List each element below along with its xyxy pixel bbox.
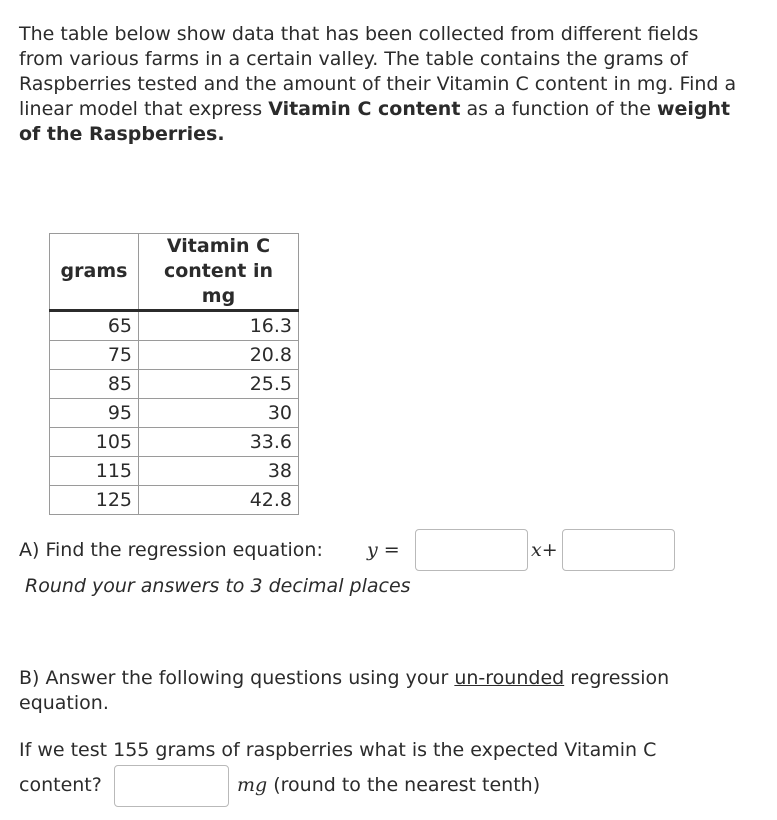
y-equals-label: y =	[367, 539, 400, 561]
rounding-note: Round your answers to 3 decimal places	[25, 575, 411, 597]
cell-vitamin: 38	[139, 457, 299, 486]
part-a-prompt: A) Find the regression equation:	[19, 539, 323, 561]
unit-label	[237, 771, 540, 799]
part-b-question: If we test 155 grams of raspberries what is the expected Vitamin C	[19, 739, 657, 761]
problem-intro	[19, 22, 739, 147]
data-table	[49, 233, 299, 515]
table-row	[50, 486, 299, 515]
cell-grams: 125	[50, 486, 139, 515]
table-row	[50, 311, 299, 341]
slope-input[interactable]	[415, 529, 528, 571]
part-b-underlined: un-rounded	[454, 667, 565, 689]
cell-vitamin: 20.8	[139, 341, 299, 370]
cell-grams: 105	[50, 428, 139, 457]
part-b-text: B) Answer the following questions using your	[19, 667, 455, 689]
table-row	[50, 428, 299, 457]
content-label: content?	[19, 774, 102, 796]
unit-note: (round to the nearest tenth)	[267, 774, 541, 796]
header-vitamin-line1: Vitamin C	[166, 235, 271, 257]
part-b-text-end: regression equation.	[19, 667, 670, 714]
intro-text: The table below show data that has been collected from different fields from various farms in a certain valley. The table contains the grams of Raspberries tested and the amount of their Vitamin C content in mg. Find a linear model that express	[19, 23, 737, 120]
table-header-row	[50, 234, 299, 311]
cell-grams: 85	[50, 370, 139, 399]
cell-grams: 75	[50, 341, 139, 370]
table-row	[50, 399, 299, 428]
x-plus-label: x+	[531, 539, 558, 561]
cell-vitamin: 25.5	[139, 370, 299, 399]
table-row	[50, 341, 299, 370]
vitamin-answer-input[interactable]	[114, 765, 229, 807]
header-vitamin-c	[139, 234, 299, 311]
unit-mg: mg	[237, 774, 268, 796]
cell-vitamin: 16.3	[139, 311, 299, 341]
cell-vitamin: 42.8	[139, 486, 299, 515]
intro-text-mid: as a function of the	[460, 98, 657, 120]
part-b-prompt	[19, 666, 739, 716]
cell-grams: 115	[50, 457, 139, 486]
header-grams: grams	[50, 234, 139, 311]
cell-grams: 65	[50, 311, 139, 341]
intro-bold-weight: weight of the Raspberries.	[19, 98, 731, 145]
table-row	[50, 457, 299, 486]
intercept-input[interactable]	[562, 529, 675, 571]
cell-grams: 95	[50, 399, 139, 428]
header-vitamin-line2: content in mg	[163, 260, 274, 307]
cell-vitamin: 33.6	[139, 428, 299, 457]
intro-bold-vitamin: Vitamin C content	[268, 98, 461, 120]
table-row	[50, 370, 299, 399]
cell-vitamin: 30	[139, 399, 299, 428]
